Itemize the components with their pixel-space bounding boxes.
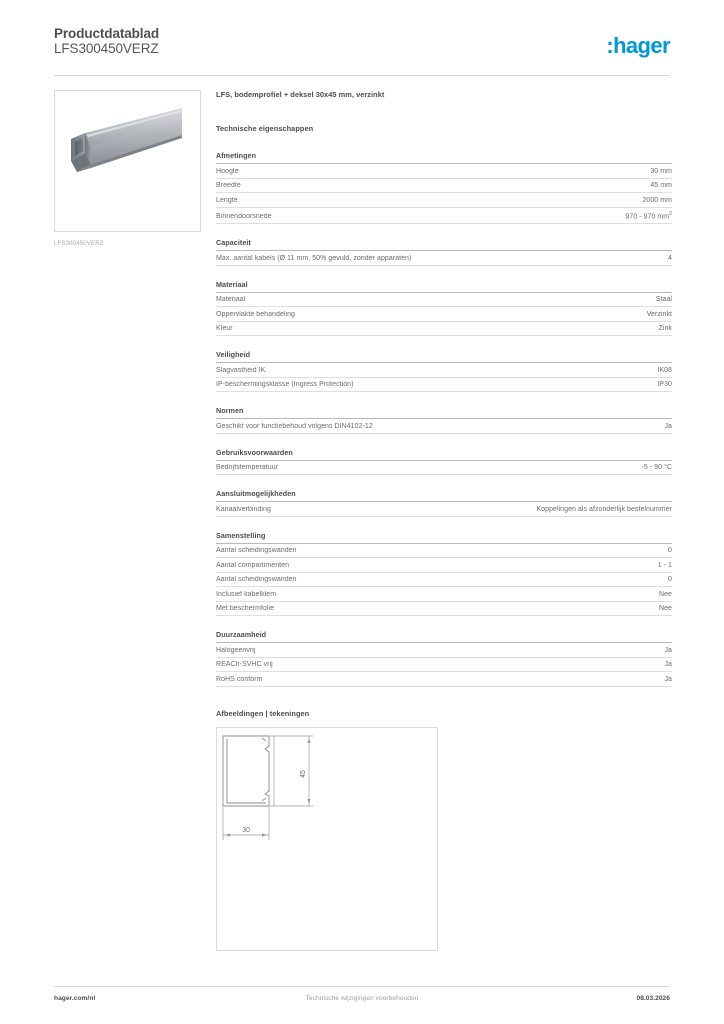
spec-label: Met beschermfolie: [216, 605, 275, 613]
spec-label: Lengte: [216, 196, 238, 204]
spec-row: [216, 587, 672, 602]
spec-label: Slagvastheid IK: [216, 366, 266, 374]
document-title: Productdatablad: [54, 26, 160, 41]
footer-disclaimer: Technische wijzigingen voorbehouden: [305, 995, 419, 1002]
spec-label: Oppervlakte behandeling: [216, 310, 295, 318]
specifications-column: [216, 90, 672, 951]
product-photo-trunking-icon: [55, 91, 200, 231]
spec-value: Ja: [664, 422, 672, 430]
spec-label: Bedrijfstemperatuur: [216, 464, 279, 472]
spec-row: [216, 208, 672, 225]
spec-group-title: Normen: [216, 406, 672, 419]
header-divider: [54, 75, 670, 76]
spec-value: 1 - 1: [657, 561, 672, 569]
spec-label: Binnendoorsnede: [216, 213, 272, 221]
spec-label: Breedte: [216, 182, 241, 189]
page-header: [54, 26, 670, 74]
spec-row: [216, 573, 672, 588]
header-titles: [54, 26, 159, 57]
spec-value: Zink: [658, 325, 672, 333]
spec-value: 2000 mm: [642, 196, 672, 204]
spec-value: Ja: [664, 675, 672, 683]
article-number: LFS300450VERZ: [54, 41, 159, 56]
spec-row: [216, 179, 672, 194]
spec-value: 4: [668, 254, 672, 262]
spec-group: [216, 489, 672, 517]
technical-properties-title: Technische eigenschappen: [216, 124, 314, 133]
spec-row: [216, 502, 672, 517]
spec-group-title: Gebruiksvoorwaarden: [216, 448, 672, 461]
product-photo-caption: LFS300450VERZ: [54, 241, 104, 247]
spec-group: [216, 280, 672, 337]
spec-row: [216, 307, 672, 322]
spec-group-title: Capaciteit: [216, 238, 672, 251]
product-name: LFS, bodemprofiel + deksel 30x45 mm, verzinkt: [216, 90, 385, 99]
drawing-height-label: 45: [300, 769, 307, 778]
spec-label: Materiaal: [216, 296, 246, 304]
drawings-title: Afbeeldingen | tekeningen: [216, 708, 310, 718]
spec-row: [216, 378, 672, 393]
spec-label: IP-beschermingsklasse (Ingress Protection): [216, 381, 354, 389]
drawing-width-label: 30: [242, 826, 250, 834]
technical-drawing-frame: [216, 727, 438, 951]
spec-label: RoHS conform: [216, 675, 263, 683]
spec-group: [216, 406, 672, 434]
spec-value: Ja: [664, 661, 672, 669]
spec-group-title: Aansluitmogelijkheden: [216, 489, 672, 502]
spec-value: 0: [668, 547, 672, 555]
spec-value-text: 970 - 970 mm: [625, 213, 670, 221]
spec-row: [216, 658, 672, 673]
spec-row: [216, 293, 672, 308]
spec-label: Inclusief kabelklem: [216, 590, 277, 598]
spec-label: Hoogte: [216, 167, 239, 175]
footer-divider: [54, 986, 670, 987]
spec-group: [216, 531, 672, 617]
spec-row: [216, 558, 672, 573]
spec-value: Staal: [655, 296, 672, 304]
page-footer: [54, 995, 670, 1009]
spec-group-title: Afmetingen: [216, 151, 672, 164]
spec-value: [625, 211, 672, 220]
spec-label: Kanaalverbinding: [216, 505, 271, 513]
spec-value: Ja: [664, 646, 672, 654]
spec-label: Kleur: [216, 325, 233, 333]
spec-value: IP30: [657, 381, 672, 389]
spec-label: Aantal scheidingswanden: [216, 547, 297, 555]
spec-row: [216, 643, 672, 658]
spec-label: Aantal compartimenten: [216, 561, 290, 569]
spec-groups-container: [216, 151, 672, 687]
spec-row: [216, 461, 672, 476]
spec-row: [216, 672, 672, 687]
footer-date: 08.03.2026: [636, 995, 670, 1002]
spec-row: [216, 251, 672, 266]
spec-row: [216, 419, 672, 434]
spec-group-title: Samenstelling: [216, 531, 672, 544]
spec-group: [216, 630, 672, 687]
spec-value: Koppelingen als afzonderlijk bestelnummer: [536, 505, 672, 513]
spec-value: 45 mm: [650, 182, 672, 189]
spec-value: 0: [668, 576, 672, 584]
spec-label: REACh-SVHC vrij: [216, 661, 273, 669]
spec-label: Halogeenvrij: [216, 646, 256, 654]
hager-logo: :hager: [606, 33, 670, 58]
spec-value: IK08: [657, 366, 672, 374]
spec-group-title: Materiaal: [216, 280, 672, 293]
spec-value: Verzinkt: [646, 310, 672, 318]
spec-label: Geschikt voor functiebehoud volgens DIN4102-12: [216, 422, 373, 430]
spec-label: Aantal scheidingswanden: [216, 576, 297, 584]
product-photo-column: [54, 90, 201, 247]
spec-value: Nee: [659, 605, 672, 613]
cross-section-drawing-icon: [217, 728, 437, 950]
spec-group: [216, 238, 672, 266]
spec-row: [216, 164, 672, 179]
spec-value: 30 mm: [650, 167, 672, 175]
spec-row: [216, 602, 672, 617]
spec-row: [216, 544, 672, 559]
spec-value: Nee: [659, 590, 672, 598]
product-photo-frame: [54, 90, 201, 232]
spec-group-title: Duurzaamheid: [216, 630, 672, 643]
spec-group: [216, 350, 672, 392]
spec-row: [216, 322, 672, 337]
spec-group: [216, 448, 672, 476]
footer-website[interactable]: hager.com/nl: [54, 995, 96, 1002]
spec-value-superscript: 2: [669, 211, 672, 217]
spec-row: [216, 363, 672, 378]
spec-label: Max. aantal kabels (Ø 11 mm, 50% gevuld, zonder apparaten): [216, 254, 412, 262]
spec-value: -5 - 90 °C: [641, 464, 672, 472]
spec-group-title: Veiligheid: [216, 350, 672, 363]
spec-group: [216, 151, 672, 224]
spec-row: [216, 193, 672, 208]
